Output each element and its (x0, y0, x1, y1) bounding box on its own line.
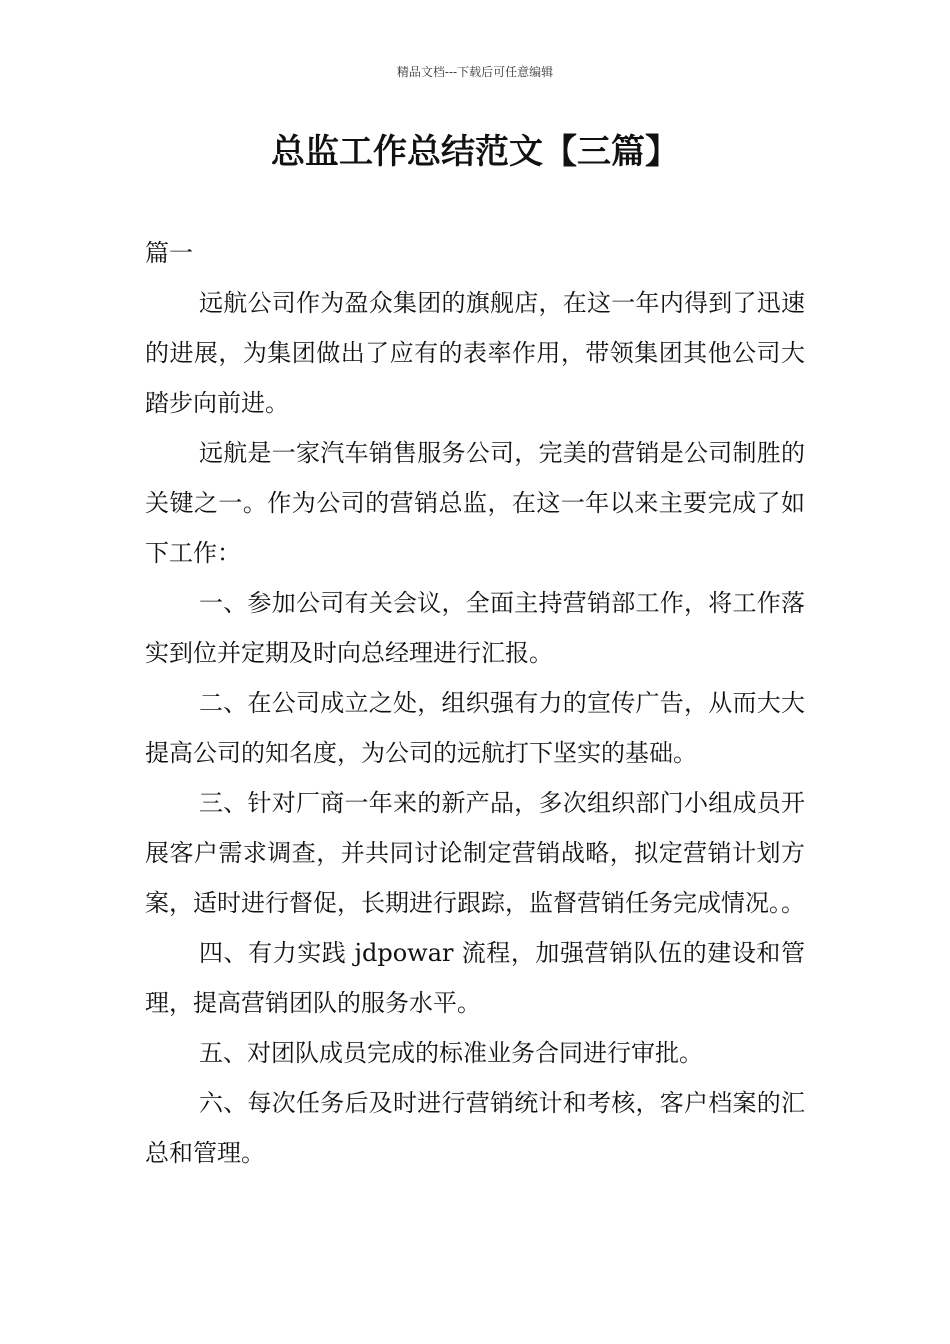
document-body (145, 228, 805, 1178)
paragraph-item-6: 六、每次任务后及时进行营销统计和考核，客户档案的汇总和管理。 (145, 1089, 805, 1167)
paragraph-item-2: 二、在公司成立之处，组织强有力的宣传广告，从而大大提高公司的知名度，为公司的远航打下坚实的基础。 (145, 689, 805, 767)
paragraph-role: 远航是一家汽车销售服务公司，完美的营销是公司制胜的关键之一。作为公司的营销总监，在这一年以来主要完成了如下工作： (145, 439, 805, 567)
paragraph-item-4: 四、有力实践 jdpowar 流程，加强营销队伍的建设和管理，提高营销团队的服务水平。 (145, 939, 805, 1017)
paragraph-item-3: 三、针对厂商一年来的新产品，多次组织部门小组成员开展客户需求调查，并共同讨论制定营销战略，拟定营销计划方案，适时进行督促，长期进行跟踪，监督营销任务完成情况。。 (145, 789, 805, 917)
paragraph-item-5: 五、对团队成员完成的标准业务合同进行审批。 (199, 1039, 703, 1067)
paragraph-intro: 远航公司作为盈众集团的旗舰店，在这一年内得到了迅速的进展，为集团做出了应有的表率作用，带领集团其他公司大踏步向前进。 (145, 289, 805, 417)
document-title: 总监工作总结范文【三篇】 (271, 132, 679, 172)
paragraph-item-1: 一、参加公司有关会议，全面主持营销部工作，将工作落实到位并定期及时向总经理进行汇报。 (145, 589, 805, 667)
section-label: 篇一 (145, 239, 193, 267)
header-note: 精品文档---下载后可任意编辑 (396, 65, 554, 79)
